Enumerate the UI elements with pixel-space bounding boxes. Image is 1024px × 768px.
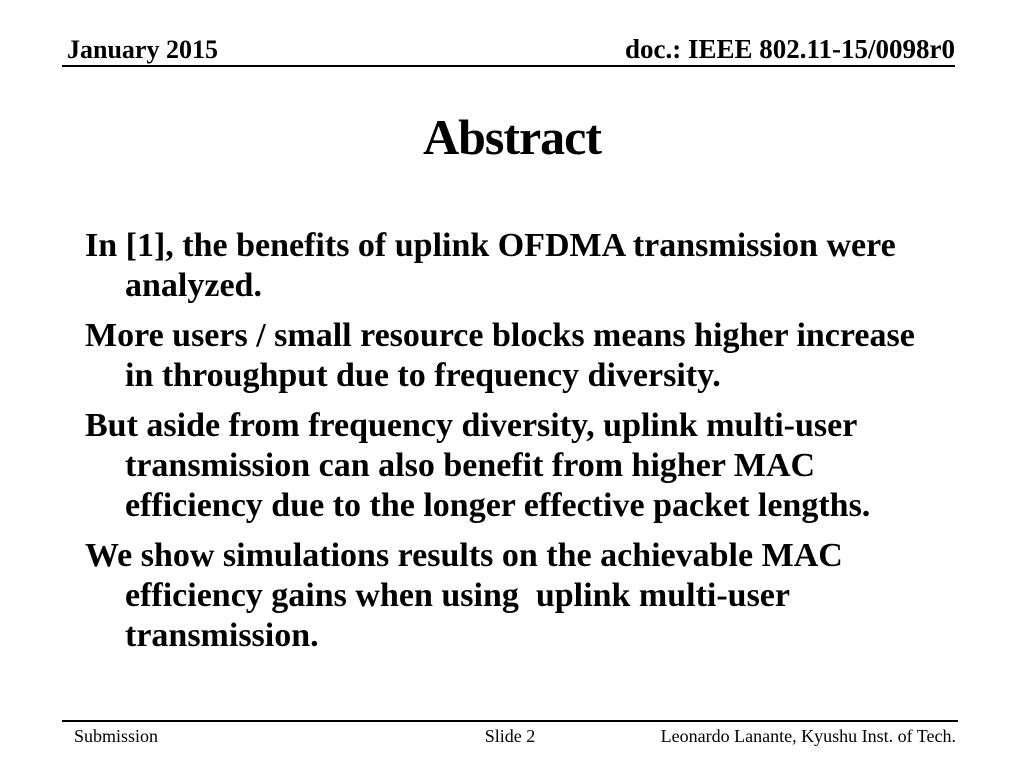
slide-title: Abstract <box>422 109 602 165</box>
footer-author: Leonardo Lanante, Kyushu Inst. of Tech. <box>660 726 956 746</box>
abstract-paragraph-1: In [1], the benefits of uplink OFDMA transmission were analyzed. <box>85 227 905 304</box>
abstract-paragraph-3: But aside from frequency diversity, uplink multi-user transmission can also benefit from higher MAC efficiency due to the longer effective packet lengths. <box>85 407 871 524</box>
abstract-body <box>85 226 935 666</box>
footer-slide-number: Slide 2 <box>484 726 536 746</box>
abstract-paragraph-2: More users / small resource blocks means higher increase in throughput due to frequency diversity. <box>85 317 924 394</box>
slide-footer <box>62 720 958 747</box>
abstract-paragraph-4: We show simulations results on the achievable MAC efficiency gains when using uplink multi-user transmission. <box>85 537 852 654</box>
header-doc-number: doc.: IEEE 802.11-15/0098r0 <box>624 34 955 64</box>
slide-header <box>62 34 955 67</box>
footer-submission-label: Submission <box>74 726 159 746</box>
header-date: January 2015 <box>67 35 218 65</box>
